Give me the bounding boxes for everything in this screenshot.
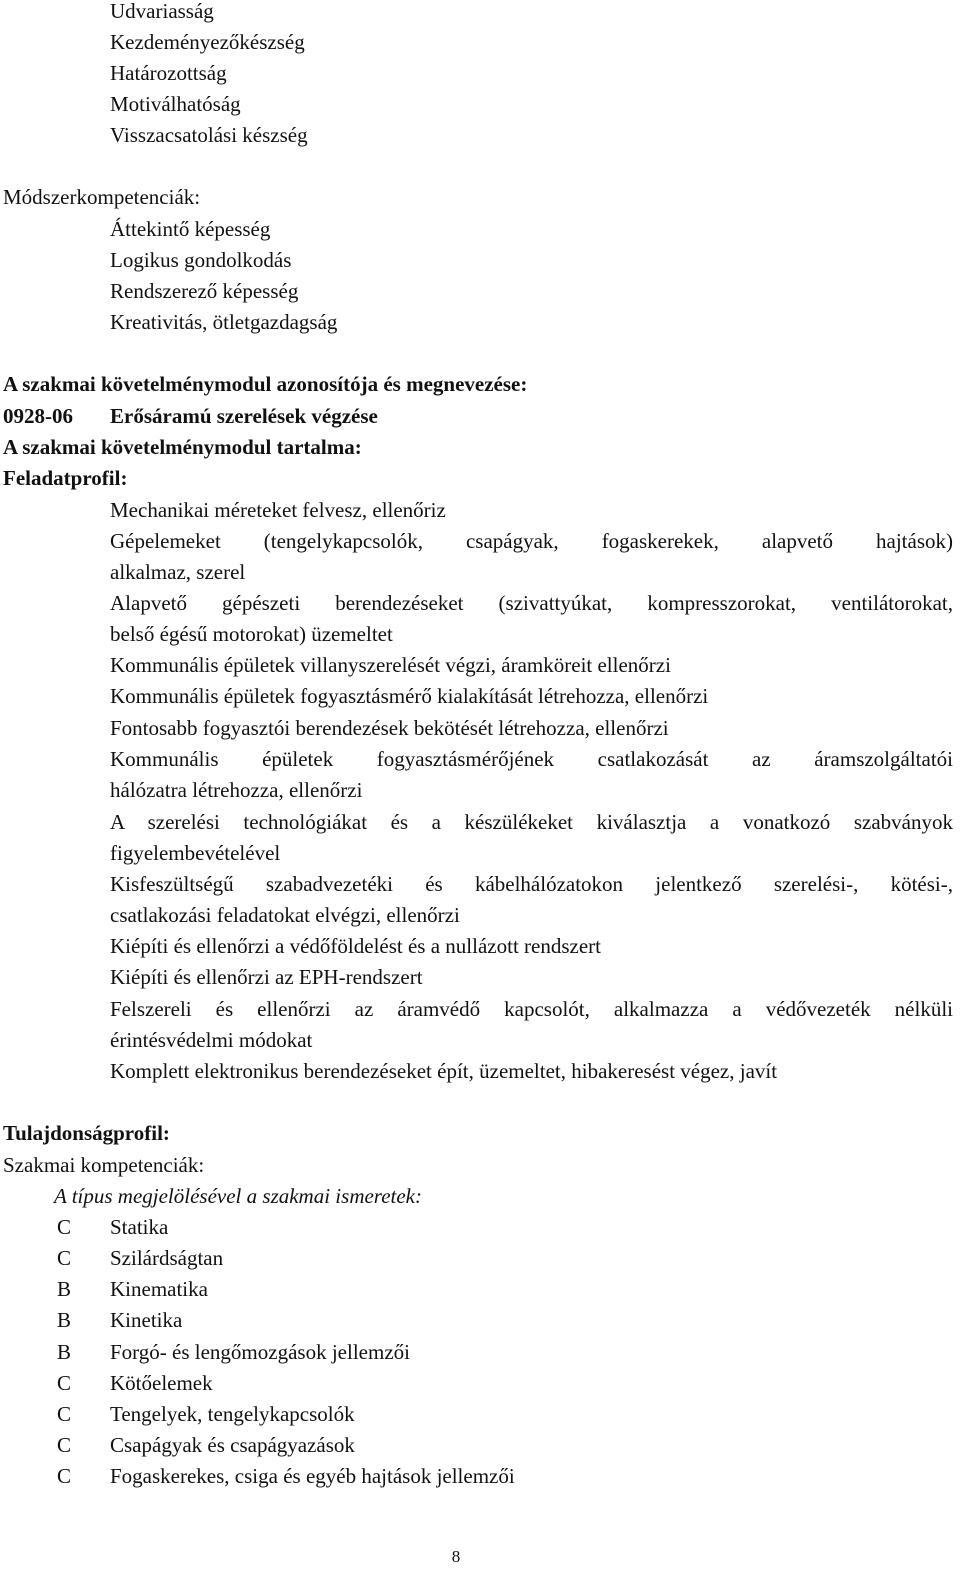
task-line: Kisfeszültségű szabadvezetéki és kábelhálózatokon jelentkező szerelési-, kötési-, bbox=[110, 872, 953, 896]
knowledge-topic: Csapágyak és csapágyazások bbox=[110, 1433, 355, 1457]
task-line: belső égésű motorokat) üzemeltet bbox=[110, 622, 393, 646]
list-item-overview-ability: Áttekintő képesség bbox=[110, 217, 271, 241]
task-line: hálózatra létrehozza, ellenőrzi bbox=[110, 778, 363, 802]
task-line: Komplett elektronikus berendezéseket épít, üzemeltet, hibakeresést végez, javít bbox=[110, 1059, 778, 1083]
knowledge-topic: Kinematika bbox=[110, 1277, 208, 1301]
knowledge-topic: Forgó- és lengőmozgások jellemzői bbox=[110, 1340, 410, 1364]
knowledge-grade: C bbox=[57, 1433, 72, 1457]
task-line: Felszereli és ellenőrzi az áramvédő kapcsolót, alkalmazza a védővezeték nélküli bbox=[110, 997, 953, 1021]
knowledge-grade: C bbox=[57, 1371, 72, 1395]
task-line: alkalmaz, szerel bbox=[110, 560, 246, 584]
knowledge-topic: Statika bbox=[110, 1215, 169, 1239]
knowledge-grade: C bbox=[57, 1402, 72, 1426]
list-item-organizing-ability: Rendszerező képesség bbox=[110, 279, 299, 303]
task-line: érintésvédelmi módokat bbox=[110, 1028, 313, 1052]
property-profile-heading: Tulajdonságprofil: bbox=[3, 1121, 170, 1145]
knowledge-grade: C bbox=[57, 1246, 72, 1270]
knowledge-heading: A típus megjelölésével a szakmai ismeretek: bbox=[54, 1184, 422, 1208]
task-line: Gépelemeket (tengelykapcsolók, csapágyak, fogaskerekek, alapvető hajtások) bbox=[110, 529, 953, 553]
task-line: Kiépíti és ellenőrzi az EPH-rendszert bbox=[110, 965, 423, 989]
task-profile-heading: Feladatprofil: bbox=[3, 466, 128, 490]
list-item-determination: Határozottság bbox=[110, 61, 227, 85]
professional-competences-heading: Szakmai kompetenciák: bbox=[3, 1153, 205, 1177]
task-line: Kommunális épületek fogyasztásmérőjének csatlakozását az áramszolgáltatói bbox=[110, 747, 953, 771]
task-line: csatlakozási feladatokat elvégzi, ellenőrzi bbox=[110, 903, 460, 927]
list-item-creativity: Kreativitás, ötletgazdagság bbox=[110, 310, 338, 334]
module-id-heading: A szakmai követelménymodul azonosítója és megnevezése: bbox=[3, 372, 528, 396]
knowledge-topic: Kinetika bbox=[110, 1308, 183, 1332]
knowledge-grade: B bbox=[57, 1308, 72, 1332]
list-item-motivability: Motiválhatóság bbox=[110, 92, 241, 116]
knowledge-topic: Kötőelemek bbox=[110, 1371, 213, 1395]
task-line: Kiépíti és ellenőrzi a védőföldelést és a nullázott rendszert bbox=[110, 934, 601, 958]
knowledge-topic: Fogaskerekes, csiga és egyéb hajtások jellemzői bbox=[110, 1464, 515, 1488]
page-number: 8 bbox=[451, 1547, 461, 1566]
task-line: Kommunális épületek villanyszerelését végzi, áramköreit ellenőrzi bbox=[110, 653, 671, 677]
list-item-courtesy: Udvariasság bbox=[110, 0, 214, 23]
module-name: Erősáramú szerelések végzése bbox=[110, 404, 378, 428]
task-line: A szerelési technológiákat és a készülékeket kiválasztja a vonatkozó szabványok bbox=[110, 810, 953, 834]
task-line: Fontosabb fogyasztói berendezések bekötését létrehozza, ellenőrzi bbox=[110, 716, 669, 740]
knowledge-grade: B bbox=[57, 1340, 72, 1364]
knowledge-grade: C bbox=[57, 1215, 72, 1239]
list-item-logical-thinking: Logikus gondolkodás bbox=[110, 248, 292, 272]
task-line: Alapvető gépészeti berendezéseket (szivattyúkat, kompresszorokat, ventilátorokat, bbox=[110, 591, 953, 615]
knowledge-topic: Tengelyek, tengelykapcsolók bbox=[110, 1402, 355, 1426]
task-line: figyelembevételével bbox=[110, 841, 281, 865]
method-competences-heading: Módszerkompetenciák: bbox=[3, 185, 201, 209]
knowledge-grade: C bbox=[57, 1464, 72, 1488]
list-item-feedback-skill: Visszacsatolási készség bbox=[110, 123, 308, 147]
module-content-heading: A szakmai követelménymodul tartalma: bbox=[3, 435, 362, 459]
list-item-initiative: Kezdeményezőkészség bbox=[110, 30, 305, 54]
task-line: Kommunális épületek fogyasztásmérő kialakítását létrehozza, ellenőrzi bbox=[110, 684, 709, 708]
module-code: 0928-06 bbox=[3, 404, 73, 428]
knowledge-grade: B bbox=[57, 1277, 72, 1301]
knowledge-topic: Szilárdságtan bbox=[110, 1246, 224, 1270]
task-line: Mechanikai méreteket felvesz, ellenőriz bbox=[110, 498, 446, 522]
